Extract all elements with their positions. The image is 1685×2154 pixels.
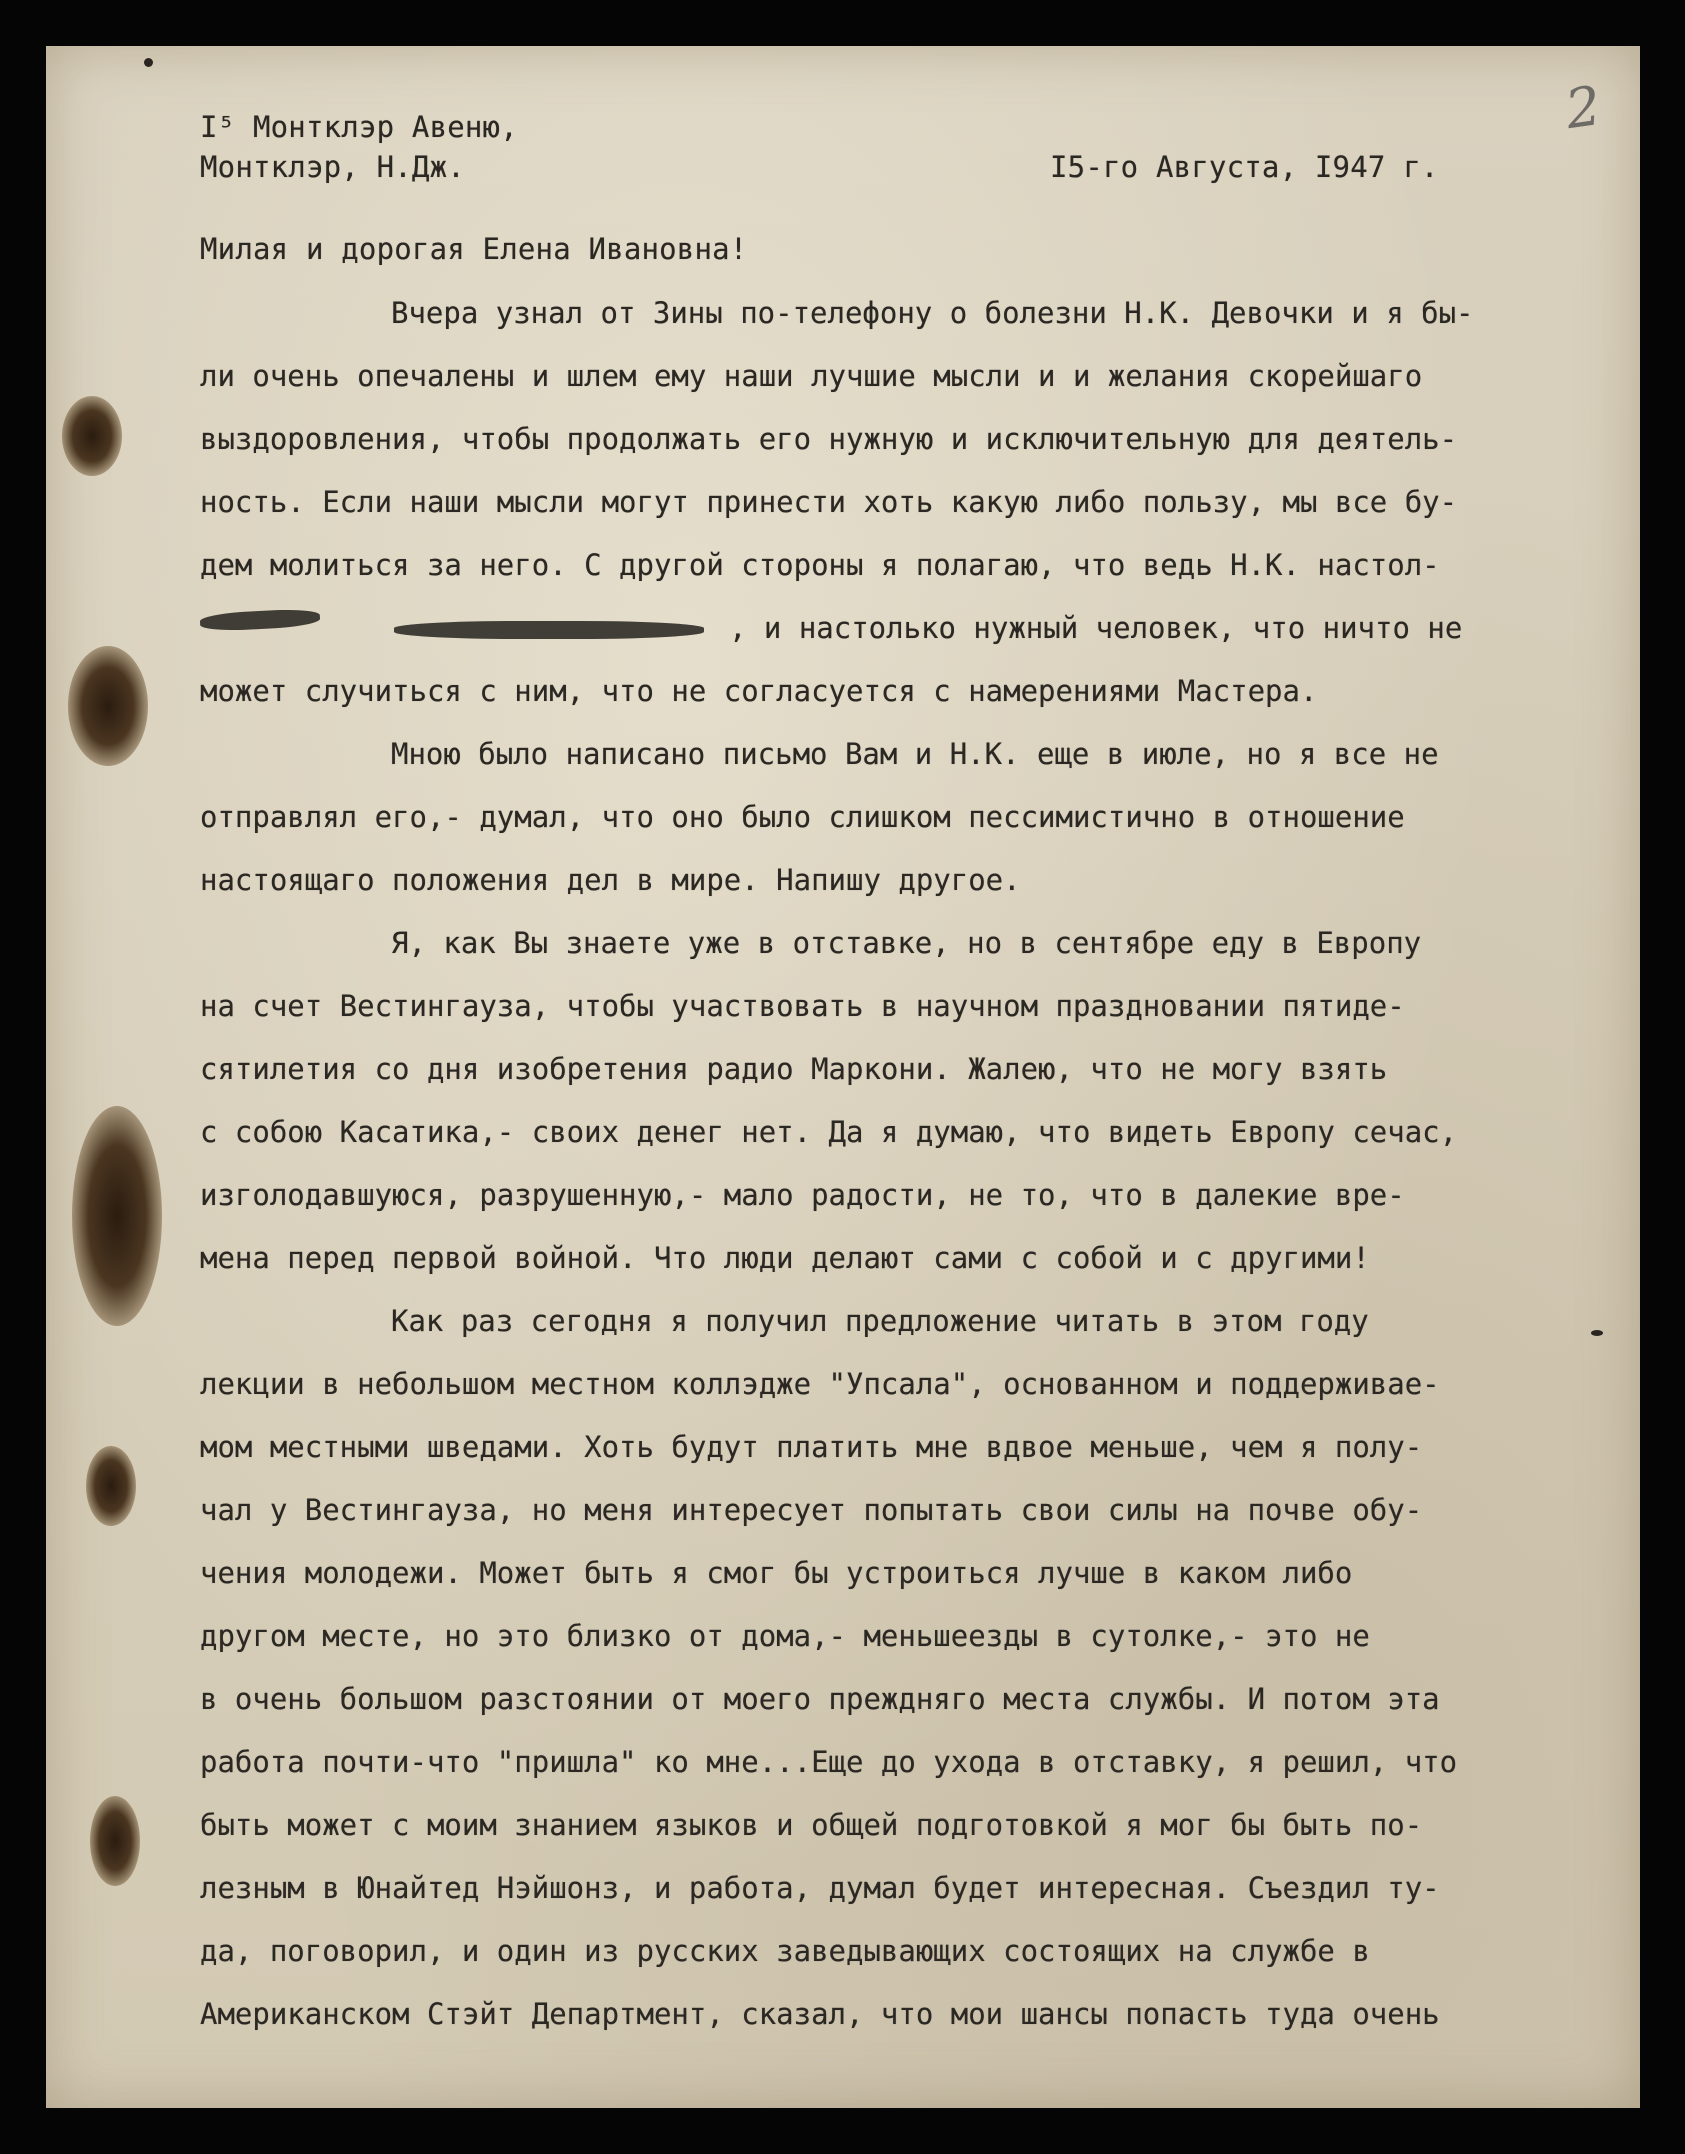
ink-dot [144,58,153,67]
body-line: Как раз сегодня я получил предложение читать в этом году [391,1304,1369,1338]
body-line: , и настолько нужный человек, что ничто не [729,611,1463,645]
body-line: дем молиться за него. С другой стороны я полагаю, что ведь Н.К. настол- [200,548,1440,582]
body-line: с собою Касатика,- своих денег нет. Да я думаю, что видеть Европу сечас, [200,1115,1458,1149]
body-line: сятилетия со дня изобретения радио Маркони. Жалею, что не могу взять [200,1052,1388,1086]
body-line: ли очень опечалены и шлем ему наши лучшие мысли и и желания скорейшаго [200,359,1423,393]
rust-stain [86,1446,136,1526]
body-line: в очень большом разстоянии от моего преждняго места службы. И потом эта [200,1682,1440,1716]
body-line: да, поговорил, и один из русских заведывающих состоящих на службе в [200,1934,1370,1968]
letter-page [46,46,1640,2108]
struck-out-text [394,621,704,639]
body-line: быть может с моим знанием языков и общей подготовкой я мог бы быть по- [200,1808,1423,1842]
body-line: лекции в небольшом местном коллэдже "Упсала", основанном и поддерживае- [200,1367,1440,1401]
rust-stain [72,1106,162,1326]
body-line: работа почти-что "пришла" ко мне...Еще до ухода в отставку, я решил, что [200,1745,1458,1779]
body-line: мена перед первой войной. Что люди делают сами с собой и с другими! [200,1241,1370,1275]
folio-number: 2 [1561,73,1605,142]
body-line: лезным в Юнайтед Нэйшонз, и работа, думал будет интересная. Съездил ту- [200,1871,1440,1905]
sender-address-line-2: Монтклэр, Н.Дж. [200,150,465,184]
struck-out-text [200,608,321,632]
letter-date: I5-го Августа, I947 г. [1050,150,1439,184]
body-line: чал у Вестингауза, но меня интересует попытать свои силы на почве обу- [200,1493,1423,1527]
body-line: мом местными шведами. Хоть будут платить мне вдвое меньше, чем я полу- [200,1430,1423,1464]
body-line: другом месте, но это близко от дома,- меньшеезды в сутолке,- это не [200,1619,1370,1653]
body-line: чения молодежи. Может быть я смог бы устроиться лучше в каком либо [200,1556,1353,1590]
body-line: ность. Если наши мысли могут принести хоть какую либо пользу, мы все бу- [200,485,1458,519]
ink-dot [1591,1330,1603,1336]
body-line: отправлял его,- думал, что оно было слишком пессимистично в отношение [200,800,1405,834]
body-line: Американском Стэйт Департмент, сказал, что мои шансы попасть туда очень [200,1997,1440,2031]
rust-stain [90,1796,140,1886]
body-line: изголодавшуюся, разрушенную,- мало радости, не то, что в далекие вре- [200,1178,1405,1212]
body-line: выздоровления, чтобы продолжать его нужную и исключительную для деятель- [200,422,1458,456]
body-line: настоящаго положения дел в мире. Напишу другое. [200,863,1021,897]
rust-stain [68,646,148,766]
body-line: может случиться с ним, что не согласуется с намерениями Мастера. [200,674,1318,708]
body-line: Вчера узнал от Зины по-телефону о болезни Н.К. Девочки и я бы- [391,296,1474,330]
body-line: на счет Вестингауза, чтобы участвовать в научном праздновании пятиде- [200,989,1405,1023]
body-line: Мною было написано письмо Вам и Н.К. еще в июле, но я все не [391,737,1439,771]
salutation: Милая и дорогая Елена Ивановна! [200,232,748,266]
body-line: Я, как Вы знаете уже в отставке, но в сентябре еду в Европу [391,926,1422,960]
sender-address-line-1: I⁵ Монтклэр Авеню, [200,110,518,144]
rust-stain [62,396,122,476]
